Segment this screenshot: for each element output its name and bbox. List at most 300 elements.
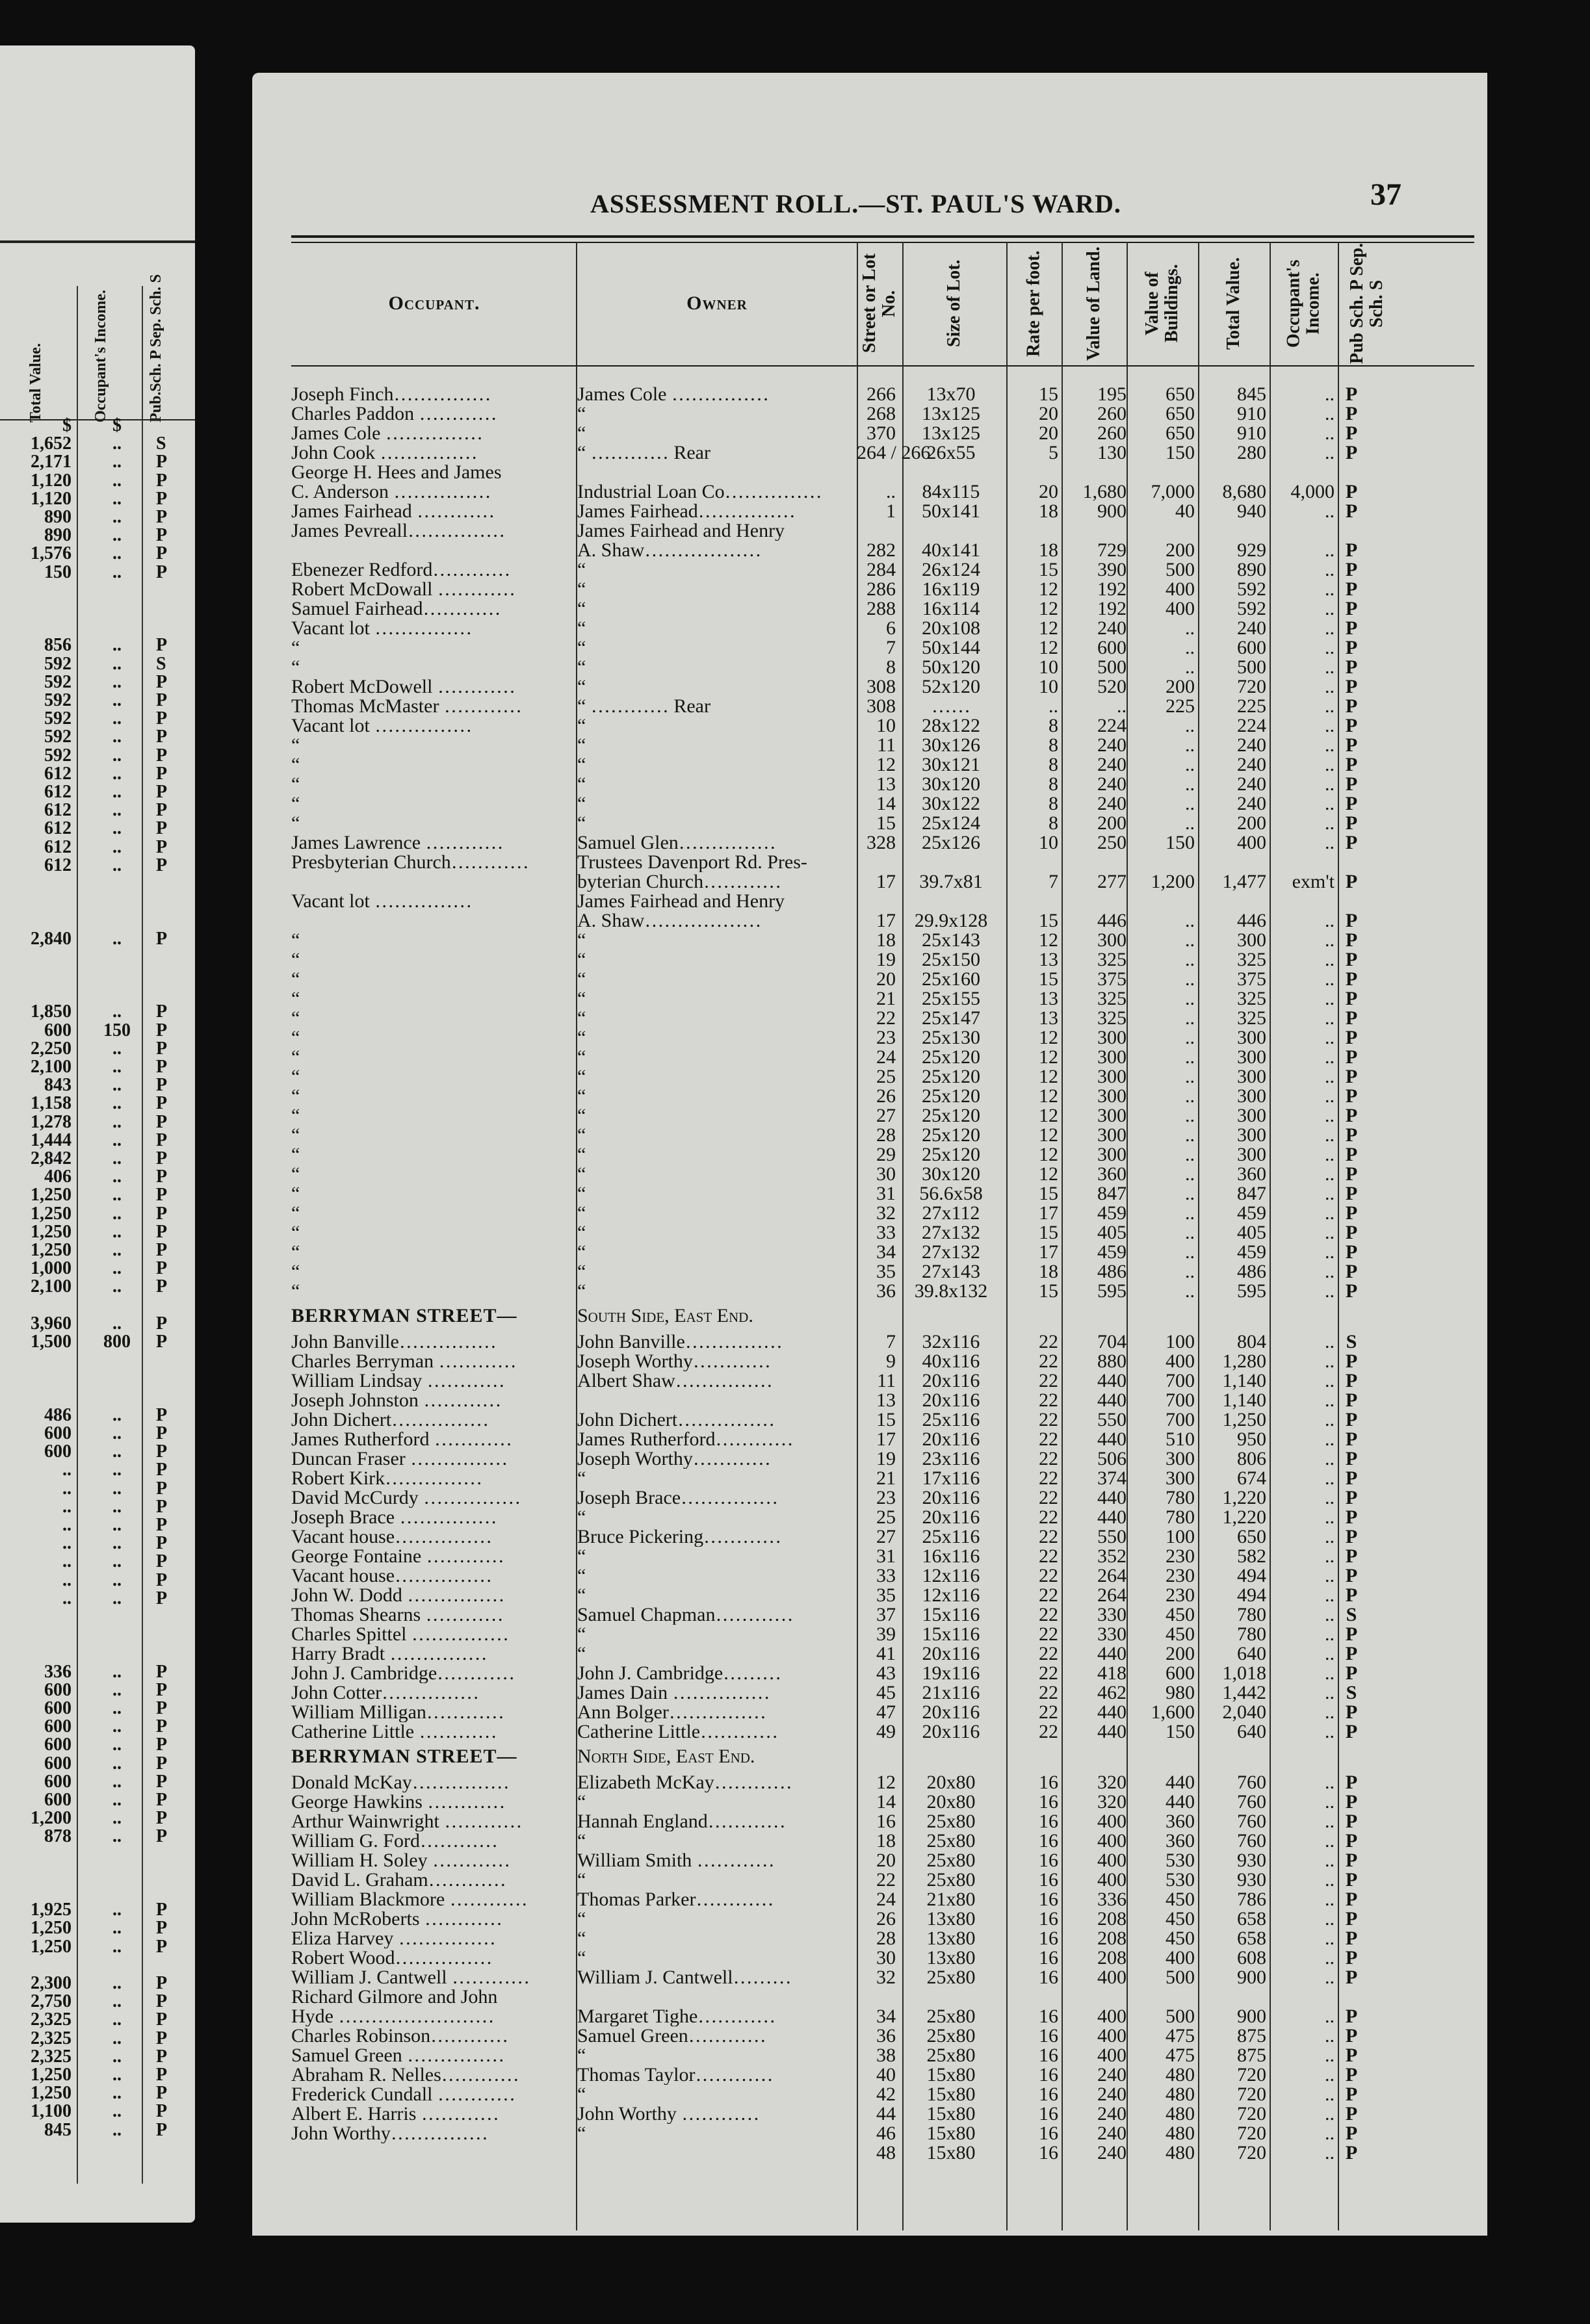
left-cell-s: P xyxy=(156,543,168,563)
left-table-row xyxy=(0,416,195,435)
cell-land: 320 xyxy=(1097,1791,1127,1813)
cell-inc: .. xyxy=(1325,422,1335,444)
cell-own: “ xyxy=(577,794,586,814)
left-table-row xyxy=(0,1185,195,1205)
cell-bldg: .. xyxy=(1185,734,1195,756)
left-table-row xyxy=(0,599,195,619)
cell-lot: 17 xyxy=(876,871,896,892)
cell-tot: 910 xyxy=(1237,422,1266,444)
cell-land: 550 xyxy=(1097,1526,1127,1547)
table-row xyxy=(252,1430,1487,1449)
cell-lot: 47 xyxy=(876,1701,896,1723)
left-table-row xyxy=(0,2029,195,2048)
cell-occ: John Banville…………… xyxy=(291,1332,497,1352)
cell-land: 224 xyxy=(1097,715,1127,736)
left-cell-v: 1,120 xyxy=(31,471,72,491)
cell-bldg: 450 xyxy=(1166,1889,1195,1910)
cell-occ: Harry Bradt …………… xyxy=(291,1644,488,1664)
cell-occ: James Fairhead ………… xyxy=(291,502,495,521)
cell-sch: P xyxy=(1345,500,1358,522)
cell-land: 440 xyxy=(1097,1487,1127,1508)
left-cell-i: .. xyxy=(112,1313,122,1334)
table-row xyxy=(252,677,1487,697)
left-cell-v: 1,100 xyxy=(31,2101,72,2121)
cell-land: 704 xyxy=(1097,1331,1127,1352)
cell-occ: John Dichert…………… xyxy=(291,1410,489,1430)
left-cell-s: P xyxy=(156,1332,168,1352)
cell-tot: 930 xyxy=(1237,1850,1266,1871)
cell-tot: 494 xyxy=(1237,1565,1266,1586)
left-table-row xyxy=(0,691,195,710)
cell-land: 325 xyxy=(1097,1007,1127,1029)
cell-occ: George Hawkins ………… xyxy=(291,1792,506,1812)
cell-inc: .. xyxy=(1325,2103,1335,2124)
left-table-row xyxy=(0,2047,195,2067)
left-cell-s: P xyxy=(156,837,168,857)
left-cell-i: .. xyxy=(112,1973,122,1993)
left-cell-v: 600 xyxy=(44,1441,72,1462)
cell-tot: 300 xyxy=(1237,1027,1266,1048)
cell-land: 352 xyxy=(1097,1545,1127,1567)
cell-inc: .. xyxy=(1325,2025,1335,2046)
cell-inc: .. xyxy=(1325,1448,1335,1469)
cell-rate: 22 xyxy=(1039,1428,1058,1450)
cell-occ: Charles Berryman ………… xyxy=(291,1352,517,1371)
cell-rate: 16 xyxy=(1039,1947,1058,1969)
left-cell-s: P xyxy=(156,800,168,820)
cell-own: James Fairhead and Henry xyxy=(577,892,785,911)
cell-occ: “ xyxy=(291,1067,300,1087)
left-cell-v: 1,120 xyxy=(31,489,72,509)
left-table-row xyxy=(0,1388,195,1407)
cell-tot: 910 xyxy=(1237,403,1266,424)
cell-lot: 33 xyxy=(876,1222,896,1243)
cell-bldg: 480 xyxy=(1166,2084,1195,2105)
table-row xyxy=(252,1352,1487,1371)
cell-land: 440 xyxy=(1097,1370,1127,1391)
cell-own: “ xyxy=(577,580,586,599)
cell-tot: 582 xyxy=(1237,1545,1266,1567)
cell-rate: 16 xyxy=(1039,2103,1058,2124)
left-table-row xyxy=(0,892,195,912)
cell-tot: 459 xyxy=(1237,1202,1266,1224)
left-cell-s: P xyxy=(156,1973,168,1993)
cell-occ: “ xyxy=(291,638,300,658)
cell-size: 20x80 xyxy=(926,1772,976,1793)
running-head: ASSESSMENT ROLL.—ST. PAUL'S WARD. xyxy=(590,189,1121,218)
cell-own: Joseph Brace…………… xyxy=(577,1488,779,1508)
left-cell-i: .. xyxy=(112,2083,122,2103)
cell-occ: James Pevreall…………… xyxy=(291,521,506,541)
left-cell-v: 2,100 xyxy=(31,1276,72,1297)
cell-bldg: 510 xyxy=(1166,1428,1195,1450)
cell-tot: 804 xyxy=(1237,1331,1266,1352)
cell-inc: .. xyxy=(1325,929,1335,951)
table-row xyxy=(252,989,1487,1009)
cell-own: John Dichert…………… xyxy=(577,1410,775,1430)
cell-tot: 760 xyxy=(1237,1791,1266,1813)
cell-lot: 308 xyxy=(867,695,896,717)
left-cell-i: .. xyxy=(112,2009,122,2030)
cell-lot: 328 xyxy=(867,832,896,853)
left-cell-s: P xyxy=(156,1716,168,1737)
cell-size: 52x120 xyxy=(922,676,980,697)
cell-tot: 360 xyxy=(1237,1163,1266,1185)
cell-lot: 284 xyxy=(867,559,896,580)
left-cell-s: P xyxy=(156,1900,168,1920)
cell-sch: P xyxy=(1345,715,1358,736)
cell-tot: 760 xyxy=(1237,1830,1266,1852)
cell-inc: .. xyxy=(1325,617,1335,639)
table-row xyxy=(252,833,1487,853)
table-row xyxy=(252,658,1487,677)
cell-bldg: 650 xyxy=(1166,403,1195,424)
cell-bldg: 40 xyxy=(1175,500,1195,522)
cell-bldg: 480 xyxy=(1166,2123,1195,2144)
table-row xyxy=(252,1067,1487,1087)
cell-inc: .. xyxy=(1325,715,1335,736)
left-cell-v: 2,300 xyxy=(31,1973,72,1993)
left-cell-i: .. xyxy=(112,525,122,545)
cell-sch: P xyxy=(1345,832,1358,853)
cell-rate: 22 xyxy=(1039,1370,1058,1391)
cell-lot: 28 xyxy=(876,1124,896,1146)
table-row xyxy=(252,1948,1487,1968)
cell-own: “ xyxy=(577,658,586,677)
cell-occ: Frederick Cundall ………… xyxy=(291,2085,515,2104)
cell-occ: Presbyterian Church………… xyxy=(291,853,529,872)
cell-bldg: 200 xyxy=(1166,676,1195,697)
cell-size: 32x116 xyxy=(922,1331,980,1352)
cell-occ: Vacant lot …………… xyxy=(291,892,473,911)
street-side: South Side, East End. xyxy=(577,1306,753,1326)
cell-bldg: .. xyxy=(1185,1261,1195,1282)
cell-sch: P xyxy=(1345,1428,1358,1450)
table-row xyxy=(252,1683,1487,1703)
left-cell-s: P xyxy=(156,1112,168,1132)
cell-occ: Arthur Wainwright ………… xyxy=(291,1812,523,1831)
cell-land: 390 xyxy=(1097,559,1127,580)
cell-lot: 32 xyxy=(876,1202,896,1224)
left-cell-v: 612 xyxy=(44,800,72,820)
cell-sch: S xyxy=(1346,1604,1357,1625)
left-table-row xyxy=(0,452,195,472)
left-cell-v: 150 xyxy=(44,562,72,582)
table-row xyxy=(252,1282,1487,1301)
table-row xyxy=(252,521,1487,541)
cell-occ: Charles Robinson………… xyxy=(291,2026,509,2046)
cell-own: James Fairhead and Henry xyxy=(577,521,785,541)
left-cell-i: .. xyxy=(112,1533,122,1553)
cell-sch: P xyxy=(1345,968,1358,990)
cell-size: 25x80 xyxy=(926,1869,976,1891)
cell-land: 462 xyxy=(1097,1682,1127,1703)
cell-sch: P xyxy=(1345,1908,1358,1930)
table-row xyxy=(252,2104,1487,2124)
left-cell-i: .. xyxy=(112,1185,122,1205)
table-row xyxy=(252,580,1487,599)
cell-bldg: 600 xyxy=(1166,1662,1195,1684)
cell-bldg: 1,200 xyxy=(1151,871,1195,892)
cell-own: “ xyxy=(577,1792,586,1812)
left-cell-v: 3,960 xyxy=(31,1313,72,1334)
cell-lot: 35 xyxy=(876,1584,896,1606)
cell-occ: James Cole …………… xyxy=(291,424,483,443)
table-row xyxy=(252,1048,1487,1067)
left-table-row xyxy=(0,1735,195,1755)
left-cell-v: 1,925 xyxy=(31,1900,72,1920)
cell-size: 13x80 xyxy=(926,1947,976,1969)
cell-bldg: 530 xyxy=(1166,1869,1195,1891)
left-cell-s: P xyxy=(156,1551,168,1571)
cell-rate: 22 xyxy=(1039,1682,1058,1703)
cell-rate: 22 xyxy=(1039,1701,1058,1723)
cell-lot: 26 xyxy=(876,1908,896,1930)
cell-tot: 240 xyxy=(1237,773,1266,795)
left-cell-v: 2,100 xyxy=(31,1057,72,1077)
left-cell-s: P xyxy=(156,1405,168,1425)
cell-tot: 929 xyxy=(1237,539,1266,561)
cell-lot: 42 xyxy=(876,2084,896,2105)
cell-sch: P xyxy=(1345,2025,1358,2046)
left-cell-i: .. xyxy=(112,1588,122,1608)
left-table-row xyxy=(0,1772,195,1792)
cell-bldg: 100 xyxy=(1166,1331,1195,1352)
cell-size: 25x130 xyxy=(922,1027,980,1048)
cell-tot: 1,250 xyxy=(1222,1409,1266,1430)
cell-occ: Catherine Little ………… xyxy=(291,1722,497,1742)
left-cell-v: 600 xyxy=(44,1753,72,1774)
cell-land: 250 xyxy=(1097,832,1127,853)
cell-tot: 446 xyxy=(1237,910,1266,931)
cell-rate: 15 xyxy=(1039,1183,1058,1204)
table-row xyxy=(252,716,1487,736)
cell-sch: P xyxy=(1345,2142,1358,2163)
cell-lot: 36 xyxy=(876,1280,896,1302)
cell-land: 300 xyxy=(1097,1027,1127,1048)
cell-sch: P xyxy=(1345,1085,1358,1107)
section-heading-row xyxy=(252,1306,1487,1326)
left-cell-v: 592 xyxy=(44,672,72,692)
cell-tot: 940 xyxy=(1237,500,1266,522)
cell-inc: .. xyxy=(1325,559,1335,580)
cell-inc: .. xyxy=(1325,1947,1335,1969)
left-cell-s: P xyxy=(156,1130,168,1150)
cell-own: “ xyxy=(577,950,586,970)
cell-rate: 16 xyxy=(1039,1889,1058,1910)
cell-own: “ xyxy=(577,1909,586,1929)
cell-size: 39.8x132 xyxy=(914,1280,988,1302)
cell-sch: P xyxy=(1345,1701,1358,1723)
cell-size: 19x116 xyxy=(922,1662,980,1684)
left-table-row xyxy=(0,1754,195,1774)
cell-tot: 806 xyxy=(1237,1448,1266,1469)
cell-sch: P xyxy=(1345,1370,1358,1391)
cell-inc: .. xyxy=(1325,1928,1335,1949)
cell-inc: .. xyxy=(1325,1967,1335,1988)
cell-rate: 16 xyxy=(1039,1830,1058,1852)
cell-bldg: 200 xyxy=(1166,1643,1195,1664)
cell-size: 29.9x128 xyxy=(914,910,988,931)
cell-bldg: .. xyxy=(1185,910,1195,931)
left-table-row xyxy=(0,1021,195,1040)
left-cell-i: $ xyxy=(112,415,122,435)
cell-tot: 225 xyxy=(1237,695,1266,717)
cell-lot: 21 xyxy=(876,1467,896,1489)
left-table-row xyxy=(0,1625,195,1645)
cell-inc: .. xyxy=(1325,2084,1335,2105)
cell-bldg: .. xyxy=(1185,656,1195,678)
left-cell-v: 600 xyxy=(44,1735,72,1755)
cell-tot: 650 xyxy=(1237,1526,1266,1547)
cell-own: “ xyxy=(577,619,586,638)
cell-inc: .. xyxy=(1325,1085,1335,1107)
left-cell-i: .. xyxy=(112,1551,122,1571)
cell-own: Thomas Parker………… xyxy=(577,1890,774,1909)
left-cell-v: 843 xyxy=(44,1075,72,1095)
cell-bldg: 150 xyxy=(1166,442,1195,463)
left-cell-v: 1,576 xyxy=(31,543,72,563)
left-cell-i: .. xyxy=(112,1698,122,1718)
left-cell-s: P xyxy=(156,1497,168,1517)
cell-inc: .. xyxy=(1325,1144,1335,1165)
cell-inc: .. xyxy=(1325,1261,1335,1282)
cell-size: 26x124 xyxy=(922,559,980,580)
cell-occ: Richard Gilmore and John xyxy=(291,1987,498,2007)
left-facing-page xyxy=(0,45,195,2223)
cell-own: “ xyxy=(577,755,586,775)
cell-rate: 22 xyxy=(1039,1662,1058,1684)
cell-rate: 13 xyxy=(1039,949,1058,970)
cell-size: 20x116 xyxy=(922,1389,980,1411)
left-table-row xyxy=(0,526,195,545)
table-row xyxy=(252,2085,1487,2104)
cell-tot: 300 xyxy=(1237,1046,1266,1068)
cell-bldg: 480 xyxy=(1166,2103,1195,2124)
cell-land: 240 xyxy=(1097,2142,1127,2163)
cell-tot: 300 xyxy=(1237,1085,1266,1107)
cell-occ: William G. Ford………… xyxy=(291,1831,498,1851)
cell-own: A. Shaw……………… xyxy=(577,911,762,931)
cell-inc: 4,000 xyxy=(1290,481,1335,502)
cell-lot: 9 xyxy=(886,1350,896,1372)
cell-occ: “ xyxy=(291,755,300,775)
cell-rate: 10 xyxy=(1039,832,1058,853)
cell-land: 208 xyxy=(1097,1908,1127,1930)
cell-rate: 12 xyxy=(1039,929,1058,951)
cell-bldg: .. xyxy=(1185,617,1195,639)
cell-inc: .. xyxy=(1325,1027,1335,1048)
cell-inc: .. xyxy=(1325,1850,1335,1871)
cell-bldg: 780 xyxy=(1166,1487,1195,1508)
cell-tot: 1,140 xyxy=(1222,1370,1266,1391)
left-table-row xyxy=(0,782,195,802)
cell-bldg: 480 xyxy=(1166,2064,1195,2085)
cell-size: 15x80 xyxy=(926,2142,976,2163)
cell-size: 25x80 xyxy=(926,1830,976,1852)
cell-own: James Cole …………… xyxy=(577,385,769,404)
left-cell-s: P xyxy=(156,2101,168,2121)
cell-occ: William Milligan………… xyxy=(291,1703,504,1722)
cell-tot: 1,280 xyxy=(1222,1350,1266,1372)
cell-rate: 22 xyxy=(1039,1467,1058,1489)
left-cell-s: P xyxy=(156,1148,168,1168)
left-table-row xyxy=(0,1552,195,1571)
cell-bldg: .. xyxy=(1185,715,1195,736)
left-table-row xyxy=(0,984,195,1003)
left-cell-v: 486 xyxy=(44,1405,72,1425)
left-cell-i: .. xyxy=(112,1204,122,1224)
cell-rate: 16 xyxy=(1039,1967,1058,1988)
left-cell-v: 1,850 xyxy=(31,1001,72,1022)
left-table-row xyxy=(0,434,195,454)
cell-tot: 1,018 xyxy=(1222,1662,1266,1684)
cell-sch: P xyxy=(1345,1448,1358,1469)
cell-lot: 45 xyxy=(876,1682,896,1703)
cell-rate: 15 xyxy=(1039,559,1058,580)
cell-lot: 33 xyxy=(876,1565,896,1586)
table-row xyxy=(252,463,1487,482)
cell-own: “ ………… Rear xyxy=(577,697,710,716)
left-cell-v: 612 xyxy=(44,818,72,838)
cell-sch: P xyxy=(1345,1526,1358,1547)
cell-tot: 658 xyxy=(1237,1908,1266,1930)
cell-sch: P xyxy=(1345,403,1358,424)
cell-own: byterian Church………… xyxy=(577,872,782,892)
cell-own: “ xyxy=(577,1586,586,1605)
left-cell-s: P xyxy=(156,1185,168,1205)
cell-own: “ xyxy=(577,970,586,989)
left-cell-i: .. xyxy=(112,1918,122,1938)
cell-size: 25x126 xyxy=(922,832,980,853)
left-cell-s: P xyxy=(156,1918,168,1938)
left-cell-i: .. xyxy=(112,1441,122,1462)
table-row xyxy=(252,1792,1487,1812)
left-table-row xyxy=(0,1442,195,1462)
cell-sch: P xyxy=(1345,1721,1358,1742)
left-cell-s: P xyxy=(156,1826,168,1846)
cell-tot: 720 xyxy=(1237,676,1266,697)
table-row xyxy=(252,404,1487,424)
cell-inc: .. xyxy=(1325,2006,1335,2027)
cell-lot: 25 xyxy=(876,1506,896,1528)
cell-land: 400 xyxy=(1097,2006,1127,2027)
cell-occ: “ xyxy=(291,736,300,755)
cell-occ: Albert E. Harris ………… xyxy=(291,2104,499,2124)
left-cell-s: P xyxy=(156,818,168,838)
cell-lot: 13 xyxy=(876,1389,896,1411)
left-table-row xyxy=(0,1589,195,1608)
cell-rate: 16 xyxy=(1039,1791,1058,1813)
cell-tot: 780 xyxy=(1237,1623,1266,1645)
table-row xyxy=(252,697,1487,716)
left-cell-v: 592 xyxy=(44,708,72,729)
cell-land: 506 xyxy=(1097,1448,1127,1469)
cell-bldg: .. xyxy=(1185,812,1195,834)
cell-rate: 16 xyxy=(1039,2064,1058,2085)
cell-own: “ xyxy=(577,638,586,658)
cell-rate: 22 xyxy=(1039,1721,1058,1742)
cell-sch: P xyxy=(1345,578,1358,600)
left-cell-s: P xyxy=(156,1204,168,1224)
cell-lot: 268 xyxy=(867,403,896,424)
cell-bldg: .. xyxy=(1185,1066,1195,1087)
cell-rate: 16 xyxy=(1039,1772,1058,1793)
cell-rate: 10 xyxy=(1039,656,1058,678)
cell-tot: 1,220 xyxy=(1222,1487,1266,1508)
cell-bldg: .. xyxy=(1185,1163,1195,1185)
cell-occ: “ xyxy=(291,1145,300,1165)
